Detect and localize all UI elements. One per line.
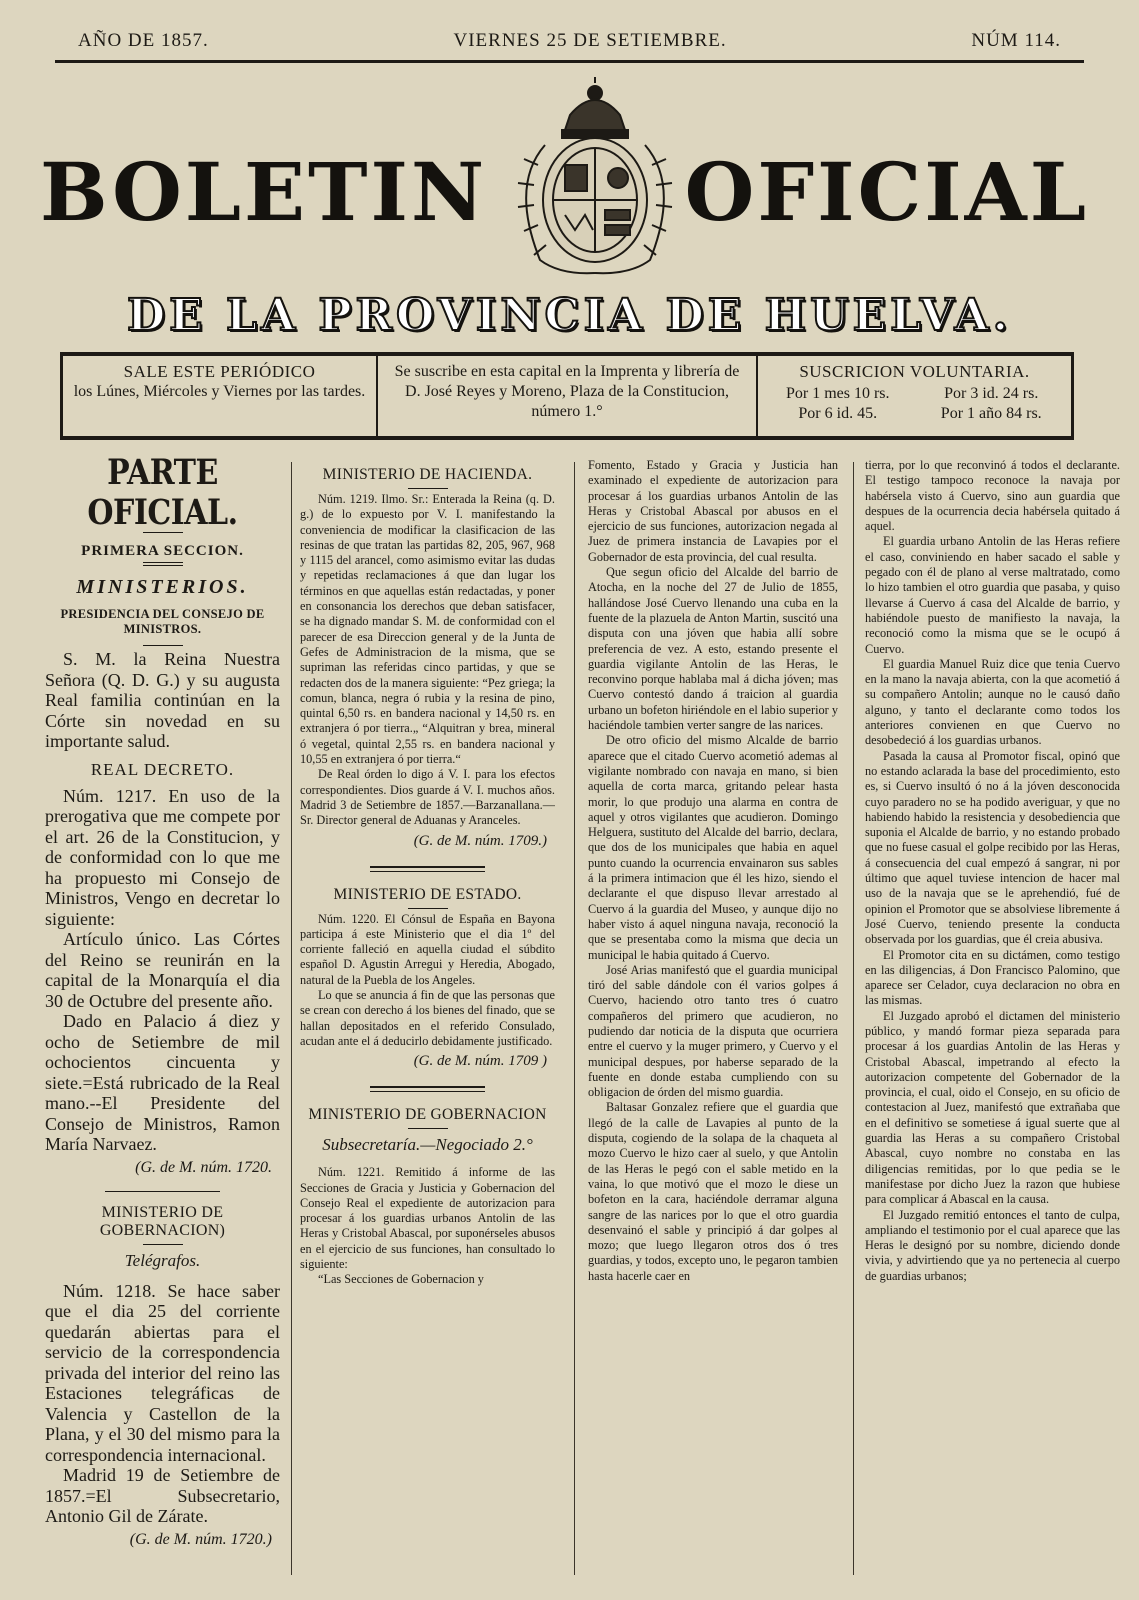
section-subtitle: PRIMERA SECCION. [81, 543, 244, 559]
schedule-head: SALE ESTE PERIÓDICO [123, 362, 316, 381]
ministry-heading: MINISTERIO DE ESTADO. [333, 885, 522, 903]
column-4 [865, 458, 1120, 1590]
section-title: PARTE OFICIAL. [87, 458, 238, 534]
issue-date: VIERNES 25 DE SETIEMBRE. [453, 30, 727, 51]
divider [408, 488, 448, 489]
price-head: SUSCRICION VOLUNTARIA. [799, 362, 1030, 381]
article-paragraph: Fomento, Estado y Gracia y Justicia han examinado el expediente de autorizacion para procesar á los guardias urbanos Antolin de las Heras y Cristobal Abascal por abusos en el ejercicio de sus funciones, autorizacion negada al Juez de primera instancia de Lavapies por el Gobernador de esta provincia, del cual resulta. [588, 458, 838, 564]
title-right: OFICIAL [684, 145, 1089, 239]
article-paragraph: Baltasar Gonzalez refiere que el guardia que llegó de la calle de Lavapies al punto de la disputa, cogiendo de la solapa de la chaqueta al mozo Cuervo le hizo caer al suelo, y que Antolin de las Heras le pegó con el sable metido en la vaina, lo que motivó que el mozo le diese un bofeton en la cara, haciéndole derramar alguna sangre de las narices por lo que el otro guardia desenvainó el sable y principió á dar golpes al mozo; que luego llegaron otros dos ó tres guardias, y todos, excepto uno, le pegaron tambien hasta hacerle caer en [588, 1100, 838, 1283]
subheading: Subsecretaría.—Negociado 2.° [322, 1135, 533, 1155]
article-paragraph: Artículo único. Las Córtes del Reino se reunirán en la capital de la Monarquía el dia 30 de Octubre del presente año. [45, 929, 280, 1011]
article-paragraph: Núm. 1217. En uso de la prerogativa que me compete por el art. 26 de la Constitucion, y de conformidad con lo que me ha propuesto mi Consejo de Ministros, Vengo en decretar lo siguiente: [45, 785, 280, 929]
price-item: Por 3 id. 24 rs. [944, 385, 1039, 402]
top-rule [55, 60, 1084, 63]
column-3 [588, 458, 838, 1590]
schedule-cell [63, 356, 378, 436]
ministry-heading: MINISTERIO DE HACIENDA. [322, 466, 533, 483]
issue-number: NÚM 114. [971, 30, 1061, 51]
divider [143, 645, 183, 646]
subtitle: DE LA PROVINCIA DE HUELVA. [127, 290, 1012, 341]
column-2 [300, 458, 555, 1590]
article-paragraph: S. M. la Reina Nuestra Señora (Q. D. G.) y su augusta Real familia continúan en la Córte sin novedad en su importante salud. [45, 649, 280, 751]
info-box [60, 352, 1074, 440]
top-line [78, 30, 1061, 56]
article-paragraph: Lo que se anuncia á fin de que las personas que se crean con derecho á los bienes del finado, que se hallan depositados en el referido Consulado, acudan ante el á deducirlo debidamente justificado. [300, 988, 555, 1048]
source-reference: (G. de M. núm. 1720.) [129, 1530, 272, 1548]
article-paragraph: Dado en Palacio á diez y ocho de Setiembre de mil ochocientos cincuenta y siete.=Está rubricado de la Real mano.--El Presidente del Consejo de Ministros, Ramon María Narvaez. [45, 1011, 280, 1154]
column-divider [853, 462, 854, 1575]
article-paragraph: De Real órden lo digo á V. I. para los efectos correspondientes. Dios guarde á V. I. muchos años. Madrid 3 de Setiembre de 1857.—Barzanallana.—Sr. Director general de Aduanas y Aranceles. [300, 767, 555, 828]
article-paragraph: El Promotor cita en su dictámen, como testigo en las diligencias, á Don Francisco Palomino, que aparece ser Celador, cuya declaracion no obra en las mismas. [865, 947, 1120, 1008]
article-paragraph: Núm. 1219. Ilmo. Sr.: Enterada la Reina (q. D. g.) de lo expuesto por V. I. manifestando la conveniencia de modificar la clasificacion de las resinas de que tratan las partidas 82, 205, 967, 968 y 1115 del arancel, como asimismo evitar las dudas y repetidas reclamaciones á que dan lugar los términos en que aquellas están redactadas, y poner en consonancia los derechos que deban satisfacer, se ha dignado mandar S. M. de conformidad con el parecer de esa Direccion general y de la Junta de Gefes de Administracion de la misma, que se supriman las referidas cinco partidas, y que se redacten dos de la manera siguiente: “Pez griega; la comun, blanca, negra ó rubia y la resina de pino, quintal 6,50 rs. en bandera nacional y 14,50 rs. en extranjera ó por tierra.„ “Alquitran y brea, mineral ó vegetal, quintal 2,55 rs. en bandera nacional y 10,55 en extranjera ó por tierra.“ [300, 492, 555, 767]
price-list [766, 384, 1063, 424]
ministerios-heading: MINISTERIOS. [76, 576, 249, 598]
article-paragraph: El guardia Manuel Ruiz dice que tenia Cuervo en la mano la navaja abierta, con la que acometió á su compañero Antolin; aunque no le causó daño alguno, y tanto el declarante como todos los anteriores convienen en que Cuervo no desobedeció á los guardias urbanos. [865, 656, 1120, 748]
article-paragraph: Núm. 1220. El Cónsul de España en Bayona participa á este Ministerio que el dia 1º del corriente falleció en aquella ciudad el súbdito español D. Agustin Arregui y Heredia, Abogado, natural de la Puebla de los Angeles. [300, 911, 555, 987]
divider [370, 866, 485, 872]
divider [408, 1128, 448, 1129]
issue-year: AÑO DE 1857. [78, 30, 209, 51]
price-item: Por 1 mes 10 rs. [785, 385, 890, 402]
column-divider [574, 462, 575, 1575]
article-paragraph: Núm. 1218. Se hace saber que el dia 25 del corriente quedarán abiertas para el servicio de la correspondencia privada del interior del reino las Estaciones telegráficas de Valencia y Castellon de la Plana, y el 30 del mismo para la correspondencia internacional. [45, 1280, 280, 1465]
article-paragraph: De otro oficio del mismo Alcalde de barrio aparece que el citado Cuervo acometió ademas al vigilante nombrado con navaja en mano, si bien aquella de corta marca, gritando pelear hasta morir, lo que produjo una alarma en contra de aquel y otros vigilantes que acudieron. Domingo Helguera, sustituto del Alcalde del barrio, declara, que dos de los municipales que habia en aquel punto cuando la ocurrencia envainaron sus sables á la primera intimacion que él les hizo, siendo el declarante el que dispuso llevar arrestado al Cuervo á la guardia del Museo, y aunque dijo no haber visto á aquel ninguna navaja, reconoció la que se presentaba como la misma que decia un municipal le habia quitado á Cuervo. [588, 733, 838, 962]
article-paragraph: Madrid 19 de Setiembre de 1857.=El Subsecretario, Antonio Gil de Zárate. [45, 1465, 280, 1526]
column-divider [291, 462, 292, 1575]
column-1 [45, 458, 280, 1590]
decree-heading: REAL DECRETO. [90, 759, 235, 779]
article-paragraph: tierra, por lo que reconvinó á todos el declarante. El testigo tampoco reconoce la navaja por habérsela visto á Cuervo, sino aun guardia que despues de la ocurrencia decia habérsela quitado á aquel. [865, 458, 1120, 534]
article-paragraph: Pasada la causa al Promotor fiscal, opinó que no estando aclarada la base del procedimiento, esto es, si Cuervo insultó ó no á la jóven desconocida cuyo paradero no se ha podido averiguar, y que no habiendo habido la resistencia y desobediencia que suponia el Alcalde de barrio, y no estando probado que no fuese casual el golpe recibido por las Heras, á consecuencia del cual empezó á sangrar, ni por último que aquel tuviese intencion de hacer mal uso de la navaja que se le aprehendió, fué de opinion el Promotor que se absolviese libremente á José Cuervo, teniendo presente la conducta observada por los guardias, que él creia abusiva. [865, 748, 1120, 947]
ministry-heading: MINISTERIO DE GOBERNACION) [99, 1203, 226, 1239]
masthead [40, 75, 1099, 285]
source-reference: (G. de M. núm. 1720. [135, 1158, 272, 1176]
divider [143, 562, 183, 566]
article-paragraph: El guardia urbano Antolin de las Heras refiere el caso, conviniendo en haber sacado el sable y pegado con él de plano al verse maltratado, como lo hizo tambien el otro guardia que pasaba, y quiso llevarse á Cuervo á casa del Alcalde de barrio, y habiéndole puesto de manifiesto la navaja, la reconoció como la misma que se le ocupó á Cuervo. [865, 534, 1120, 656]
price-item: Por 6 id. 45. [798, 405, 878, 422]
article-paragraph: José Arias manifestó que el guardia municipal tiró del sable dándole con él varios golpes á Cuervo, haciendo otro tanto tres ó cuatro compañeros del primero que acudieron, no pudiendo dar noticia de la disputa que ocurriera entre el cuervo y la muger primero, y Cuervo y el municipal despues, por haberse separado de la fuente en donde estaba cumpliendo con su obligacion de órden del mismo guardia. [588, 962, 838, 1100]
subheading: Telégrafos. [124, 1250, 201, 1270]
source-reference: (G. de M. núm. 1709 ) [413, 1053, 547, 1070]
divider [408, 908, 448, 909]
presidency-heading: PRESIDENCIA DEL CONSEJO DE MINISTROS. [60, 607, 265, 636]
source-reference: (G. de M. núm. 1709.) [413, 832, 547, 849]
divider [143, 1244, 183, 1245]
divider [105, 1191, 220, 1192]
ministry-heading: MINISTERIO DE GOBERNACION [308, 1106, 547, 1124]
subscribe-text: Se suscribe en esta capital en la Imprenta y librería de D. José Reyes y Moreno, Plaza de la Constitucion, número 1.° [394, 363, 740, 420]
subscribe-cell [378, 356, 758, 436]
title-left: BOLETIN [40, 145, 488, 239]
price-cell [758, 356, 1071, 436]
article-paragraph: El Juzgado aprobó el dictamen del ministerio público, y mandó formar pieza separada para procesar á los guardias Antolin de las Heras y Cristobal Abascal, impetrando al efecto la autorizacion competente del Gobernador de la provincia, el cual, oido el Consejo, en su oficio de contestacion al Juez, manifestó que extrañaba que en el definitivo se sometiese á igual suerte que al guardia las Heras a su compañero Cristobal Abascal, cuyo nombre no constaba en las diligencias remitidas, por lo que pedia se le manifestase por dicho Juez la razon que hubiese para complicar á Abascal en la causa. [865, 1008, 1120, 1207]
divider [370, 1086, 485, 1092]
article-paragraph: Que segun oficio del Alcalde del barrio de Atocha, en la noche del 27 de Julio de 1855, hallándose José Cuervo llenando una cuba en la fuente de la plazuela de Anton Martin, suscitó una disputa con una jóven que habia allí sobre preferencia de vez. A esto, estando presente el guardia vigilante Antolin de las Heras, le reconvino porque hablaba mal á dicha jóven; mas Cuervo contestó dando á traicion al guardia urbano un bofeton hiriéndole en el labio superior y haciéndole tambien verter sangre de las narices. [588, 565, 838, 733]
article-paragraph: “Las Secciones de Gobernacion y [318, 1272, 484, 1287]
price-item: Por 1 año 84 rs. [940, 405, 1042, 422]
article-paragraph: El Juzgado remitió entonces el tanto de culpa, ampliando el testimonio por el cual aparece que las Heras le designó por su nombre, diciendo donde vivia, y advirtiendo que ya no pertenecia al cuerpo de guardias urbanos; [865, 1207, 1120, 1283]
article-paragraph: Núm. 1221. Remitido á informe de las Secciones de Gracia y Justicia y Gobernacion del Consejo Real el expediente de autorizacion para procesar á los guardias urbanos Antolin de las Heras y Cristobal Abascal, por suponérseles abusos en el ejercicio de sus funciones, han consultado lo siguiente: [300, 1165, 555, 1271]
schedule-body: los Lúnes, Miércoles y Viernes por las tardes. [73, 383, 366, 400]
